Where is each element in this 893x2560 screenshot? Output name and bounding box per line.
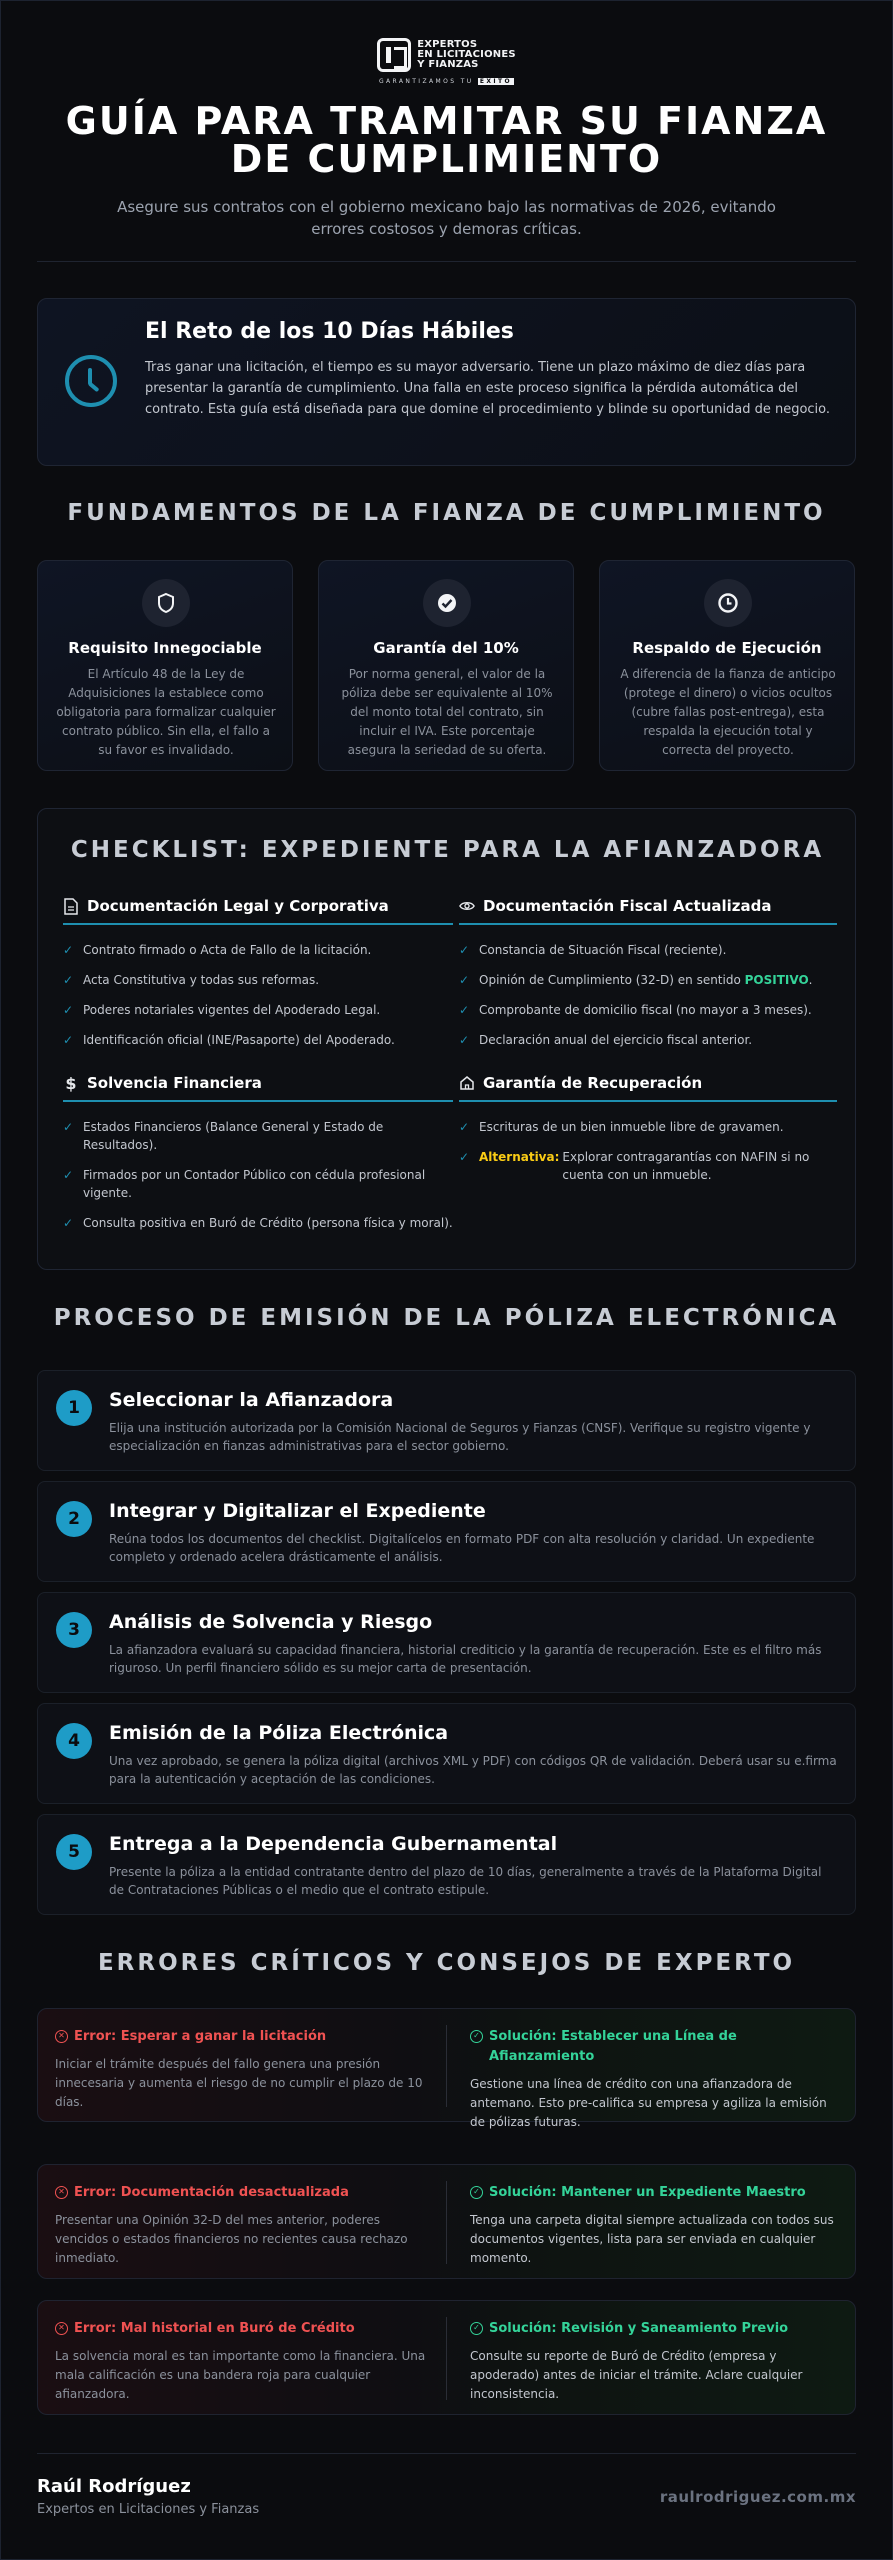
challenge-card (37, 298, 856, 466)
check-icon: ✓ (459, 943, 470, 957)
error-title: Error: Esperar a ganar la licitación (74, 2029, 327, 2044)
checklist-group-title: Documentación Legal y Corporativa (87, 897, 389, 915)
list-item (63, 971, 453, 989)
solution-column (470, 2319, 840, 2404)
divider (37, 261, 856, 262)
step-title: Emisión de la Póliza Electrónica (109, 1722, 449, 1744)
list-item-text: Estados Financieros (Balance General y Estado de Resultados). (83, 1120, 384, 1152)
check-icon: ✓ (63, 1003, 74, 1017)
footer-author-role: Expertos en Licitaciones y Fianzas (37, 2502, 260, 2517)
list-item (459, 971, 837, 989)
x-circle-icon: ✕ (55, 2186, 68, 2199)
check-icon: ✓ (459, 973, 470, 987)
checklist-group-header (63, 895, 453, 925)
solution-header (470, 2027, 840, 2067)
alternative-row (479, 1148, 837, 1184)
x-circle-icon: ✕ (55, 2322, 68, 2335)
checklist-card (37, 808, 856, 1270)
list-item-text: Consulta positiva en Buró de Crédito (persona física y moral). (83, 1216, 453, 1230)
footer-divider (37, 2453, 856, 2454)
check-icon: ✓ (63, 1168, 74, 1182)
step-number: 1 (56, 1390, 92, 1426)
checklist-group-solvency (63, 1072, 453, 1244)
check-circle-icon: ✓ (470, 2030, 483, 2043)
error-column (55, 2183, 435, 2268)
process-step (37, 1703, 856, 1804)
check-badge-icon (423, 579, 471, 627)
checklist-group-title: Solvencia Financiera (87, 1074, 262, 1092)
checklist-group-header (63, 1072, 453, 1102)
checklist-group-recovery (459, 1072, 837, 1196)
step-body: La afianzadora evaluará su capacidad financiera, historial crediticio y la garantía de recuperación. Este es el filtro más riguroso. Un perfil financiero sólido es su mejor carta de presentación. (109, 1643, 822, 1675)
list-item (63, 1001, 453, 1019)
list-item-text-end: . (808, 973, 813, 987)
list-item (459, 941, 837, 959)
error-card (37, 2164, 856, 2279)
check-icon: ✓ (63, 1216, 74, 1230)
logo-line-3: Y FIANZAS (417, 59, 479, 70)
list-item-text: Constancia de Situación Fiscal (reciente). (479, 943, 727, 957)
solution-header (470, 2183, 840, 2203)
error-body: Presentar una Opinión 32-D del mes anterior, poderes vencidos o estados financieros no recientes causa rechazo inmediato. (55, 2213, 408, 2265)
check-icon: ✓ (63, 973, 74, 987)
footer-author-name: Raúl Rodríguez (37, 2476, 191, 2497)
list-item-text: Poderes notariales vigentes del Apoderado Legal. (83, 1003, 381, 1017)
logo-text (417, 40, 516, 70)
solution-title: Solución: Revisión y Saneamiento Previo (489, 2321, 789, 2336)
list-item-text: Identificación oficial (INE/Pasaporte) del Apoderado. (83, 1033, 395, 1047)
solution-body: Tenga una carpeta digital siempre actualizada con todos sus documentos vigentes, lista para ser enviada en cualquier momento. (470, 2213, 834, 2265)
check-icon: ✓ (63, 1033, 74, 1047)
x-circle-icon: ✕ (55, 2030, 68, 2043)
step-number: 5 (56, 1834, 92, 1870)
logo-line-1: EXPERTOS (417, 39, 478, 50)
step-body: Una vez aprobado, se genera la póliza digital (archivos XML y PDF) con códigos QR de validación. Deberá usar su e.firma para la autenticación y aceptación de las condiciones. (109, 1754, 837, 1786)
challenge-title: El Reto de los 10 Días Hábiles (145, 319, 514, 344)
error-body: La solvencia moral es tan importante como la financiera. Una mala calificación es una bandera roja para cualquier afianzadora. (55, 2349, 426, 2401)
solution-column (470, 2027, 840, 2132)
alternative-text: Explorar contragarantías con NAFIN si no cuenta con un inmueble. (562, 1150, 810, 1182)
error-title: Error: Mal historial en Buró de Crédito (74, 2321, 355, 2336)
fundamental-title: Respaldo de Ejecución (632, 639, 822, 657)
footer-website-link[interactable]: raulrodriguez.com.mx (659, 2488, 856, 2506)
checklist-title: CHECKLIST: EXPEDIENTE PARA LA AFIANZADORA (70, 837, 825, 863)
check-circle-icon: ✓ (470, 2322, 483, 2335)
list-item-text: Acta Constitutiva y todas sus reformas. (83, 973, 320, 987)
fundamental-card (37, 560, 293, 771)
list-item (63, 941, 453, 959)
fundamental-title: Requisito Innegociable (68, 639, 262, 657)
error-card (37, 2300, 856, 2415)
process-title: PROCESO DE EMISIÓN DE LA PÓLIZA ELECTRÓNICA (53, 1305, 840, 1331)
page-title: GUÍA PARA TRAMITAR SU FIANZA DE CUMPLIMIENTO (65, 99, 828, 181)
solution-body: Consulte su reporte de Buró de Crédito (empresa y apoderado) antes de iniciar el trámite. Aclare cualquier inconsistencia. (470, 2349, 803, 2401)
brand-logo (0, 38, 893, 72)
process-step (37, 1592, 856, 1693)
fundamental-title: Garantía del 10% (373, 639, 519, 657)
step-title: Análisis de Solvencia y Riesgo (109, 1611, 433, 1633)
checklist-group-title: Garantía de Recuperación (483, 1074, 703, 1092)
clock-icon (704, 579, 752, 627)
error-card (37, 2008, 856, 2129)
error-header (55, 2183, 435, 2203)
error-divider (446, 2025, 447, 2107)
error-body: Iniciar el trámite después del fallo genera una presión innecesaria y aumenta el riesgo de no cumplir el plazo de 10 días. (55, 2057, 423, 2109)
check-icon: ✓ (459, 1120, 470, 1134)
error-divider (446, 2181, 447, 2264)
list-item-text: Opinión de Cumplimiento (32-D) en sentido (479, 973, 741, 987)
list-item (63, 1214, 453, 1232)
list-item (459, 1001, 837, 1019)
checklist-group-header (459, 1072, 837, 1102)
error-title: Error: Documentación desactualizada (74, 2185, 349, 2200)
check-icon: ✓ (459, 1033, 470, 1047)
step-title: Integrar y Digitalizar el Expediente (109, 1500, 486, 1522)
logo-line-2: EN LICITACIONES (417, 49, 516, 60)
list-item (63, 1166, 453, 1202)
list-item (459, 1031, 837, 1049)
alternative-label: Alternativa: (479, 1150, 560, 1164)
step-title: Entrega a la Dependencia Gubernamental (109, 1833, 558, 1855)
fundamental-card (318, 560, 574, 771)
list-item-text: Firmados por un Contador Público con cédula profesional vigente. (83, 1168, 426, 1200)
list-item (63, 1031, 453, 1049)
process-step (37, 1814, 856, 1915)
tagline-text: GARANTIZAMOS TU (378, 78, 474, 85)
fundamental-body: A diferencia de la fianza de anticipo (protege el dinero) o vicios ocultos (cubre fallas post-entrega), esta respalda la ejecución total y correcta del proyecto. (620, 667, 836, 757)
fundamental-card (599, 560, 855, 771)
clock-icon (65, 355, 117, 407)
checklist-group-header (459, 895, 837, 925)
solution-title: Solución: Mantener un Expediente Maestro (489, 2185, 806, 2200)
list-item-text: Escrituras de un bien inmueble libre de gravamen. (479, 1120, 784, 1134)
fundamentals-title: FUNDAMENTOS DE LA FIANZA DE CUMPLIMIENTO (67, 500, 826, 526)
check-icon: ✓ (459, 1150, 470, 1164)
challenge-body: Tras ganar una licitación, el tiempo es su mayor adversario. Tiene un plazo máximo de diez días para presentar la garantía de cumplimiento. Una falla en este proceso significa la pérdida automática del contrato. Esta guía está diseñada para que domine el procedimiento y blinde su oportunidad de negocio. (145, 360, 831, 417)
list-item (459, 1148, 837, 1184)
step-number: 3 (56, 1612, 92, 1648)
house-icon (459, 1074, 475, 1092)
solution-title: Solución: Establecer una Línea de Afianzamiento (489, 2029, 737, 2064)
errors-title: ERRORES CRÍTICOS Y CONSEJOS DE EXPERTO (97, 1950, 796, 1976)
check-icon: ✓ (459, 1003, 470, 1017)
list-item (459, 1118, 837, 1136)
check-icon: ✓ (63, 1120, 74, 1134)
checklist-group-title: Documentación Fiscal Actualizada (483, 897, 772, 915)
list-item-text: Comprobante de domicilio fiscal (no mayor a 3 meses). (479, 1003, 812, 1017)
solution-body: Gestione una línea de crédito con una afianzadora de antemano. Esto pre-califica su empresa y agiliza la emisión de pólizas futuras. (470, 2077, 827, 2129)
process-step (37, 1370, 856, 1471)
step-title: Seleccionar la Afianzadora (109, 1389, 394, 1411)
error-header (55, 2319, 435, 2339)
list-item (63, 1118, 453, 1154)
brand-tagline (0, 78, 893, 85)
list-item-text: Contrato firmado o Acta de Fallo de la licitación. (83, 943, 372, 957)
solution-header (470, 2319, 840, 2339)
process-step (37, 1481, 856, 1582)
list-item-text: Declaración anual del ejercicio fiscal anterior. (479, 1033, 753, 1047)
error-column (55, 2319, 435, 2404)
check-circle-icon: ✓ (470, 2186, 483, 2199)
document-icon (63, 897, 79, 915)
error-header (55, 2027, 435, 2047)
step-body: Elija una institución autorizada por la Comisión Nacional de Seguros y Fianzas (CNSF). Verifique su registro vigente y especialización en fianzas administrativas para el sector gobierno. (109, 1421, 811, 1453)
page-subtitle: Asegure sus contratos con el gobierno mexicano bajo las normativas de 2026, evitando errores costosos y demoras críticas. (117, 198, 776, 238)
fundamental-body: Por norma general, el valor de la póliza debe ser equivalente al 10% del monto total del contrato, sin incluir el IVA. Este porcentaje asegura la seriedad de su oferta. (341, 667, 553, 757)
error-column (55, 2027, 435, 2112)
check-icon: ✓ (63, 943, 74, 957)
step-number: 4 (56, 1723, 92, 1759)
positive-highlight: POSITIVO (744, 973, 809, 987)
tagline-highlight: ÉXITO (479, 78, 513, 85)
logo-mark-icon (377, 38, 411, 72)
checklist-group-legal (63, 895, 453, 1061)
fundamental-body: El Artículo 48 de la Ley de Adquisiciones la establece como obligatoria para formalizar cualquier contrato público. Sin ella, el fallo a su favor es invalidado. (56, 667, 276, 757)
step-number: 2 (56, 1501, 92, 1537)
dollar-icon: $ (65, 1073, 77, 1093)
error-divider (446, 2317, 447, 2400)
checklist-group-fiscal (459, 895, 837, 1061)
solution-column (470, 2183, 840, 2268)
step-body: Reúna todos los documentos del checklist. Digitalícelos en formato PDF con alta resolución y claridad. Un expediente completo y ordenado acelera drásticamente el análisis. (109, 1532, 815, 1564)
step-body: Presente la póliza a la entidad contratante dentro del plazo de 10 días, generalmente a través de la Plataforma Digital de Contrataciones Públicas o el medio que el contrato estipule. (109, 1865, 822, 1897)
shield-icon (142, 579, 190, 627)
eye-icon (459, 897, 475, 915)
